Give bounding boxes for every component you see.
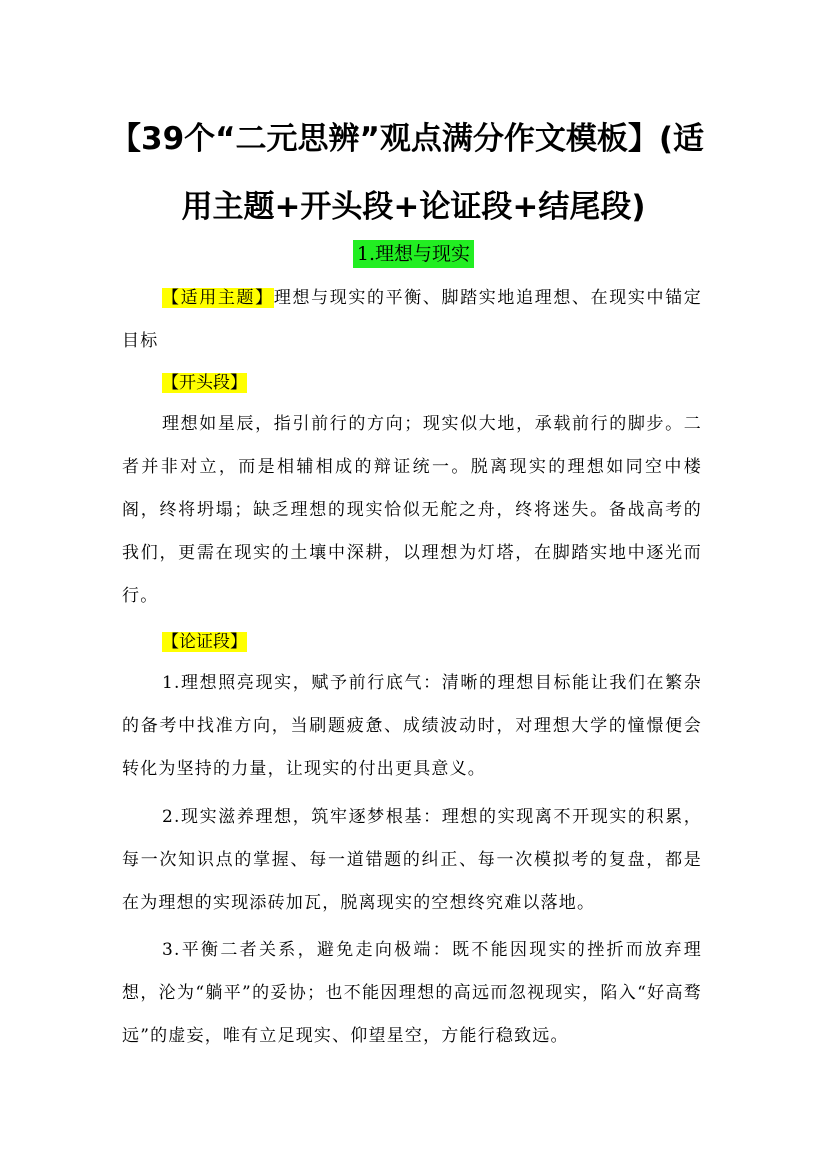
document-title-line2: 用主题+开头段+论证段+结尾段) xyxy=(181,189,646,225)
opening-label xyxy=(162,369,247,397)
argument-point-1: 1.理想照亮现实，赋予前行底气：清晰的理想目标能让我们在繁杂的备考中找准方向，当刷题疲惫、成绩波动时，对理想大学的憧憬便会转化为坚持的力量，让现实的付出更具意义。 xyxy=(122,673,702,779)
theme-text: 理想与现实的平衡、脚踏实地追理想、在现实中锚定目标 xyxy=(122,288,702,351)
opening-tag: 【开头段】 xyxy=(162,373,247,393)
opening-paragraph: 理想如星辰，指引前行的方向；现实似大地，承载前行的脚步。二者并非对立，而是相辅相成的辩证统一。脱离现实的理想如同空中楼阁，终将坍塌；缺乏理想的现实恰似无舵之舟，终将迷失。备战高考的我们，更需在现实的土壤中深耕，以理想为灯塔，在脚踏实地中逐光而行。 xyxy=(122,414,702,606)
argument-label xyxy=(162,628,247,656)
document-title-line1: 【39个“二元思辨”观点满分作文模板】(适 xyxy=(110,121,705,157)
argument-point-2: 2.现实滋养理想，筑牢逐梦根基：理想的实现离不开现实的积累，每一次知识点的掌握、每一道错题的纠正、每一次模拟考的复盘，都是在为理想的实现添砖加瓦，脱离现实的空想终究难以落地。 xyxy=(122,807,702,913)
theme-paragraph xyxy=(122,277,702,363)
section-heading-wrap xyxy=(0,240,827,268)
argument-point-3: 3.平衡二者关系，避免走向极端：既不能因现实的挫折而放弃理想，沦为“躺平”的妥协；也不能因理想的高远而忽视现实，陷入“好高骛远”的虚妄，唯有立足现实、仰望星空，方能行稳致远。 xyxy=(122,940,702,1046)
argument-tag: 【论证段】 xyxy=(162,632,247,652)
section-heading: 1.理想与现实 xyxy=(353,240,474,268)
theme-tag: 【适用主题】 xyxy=(162,288,274,308)
